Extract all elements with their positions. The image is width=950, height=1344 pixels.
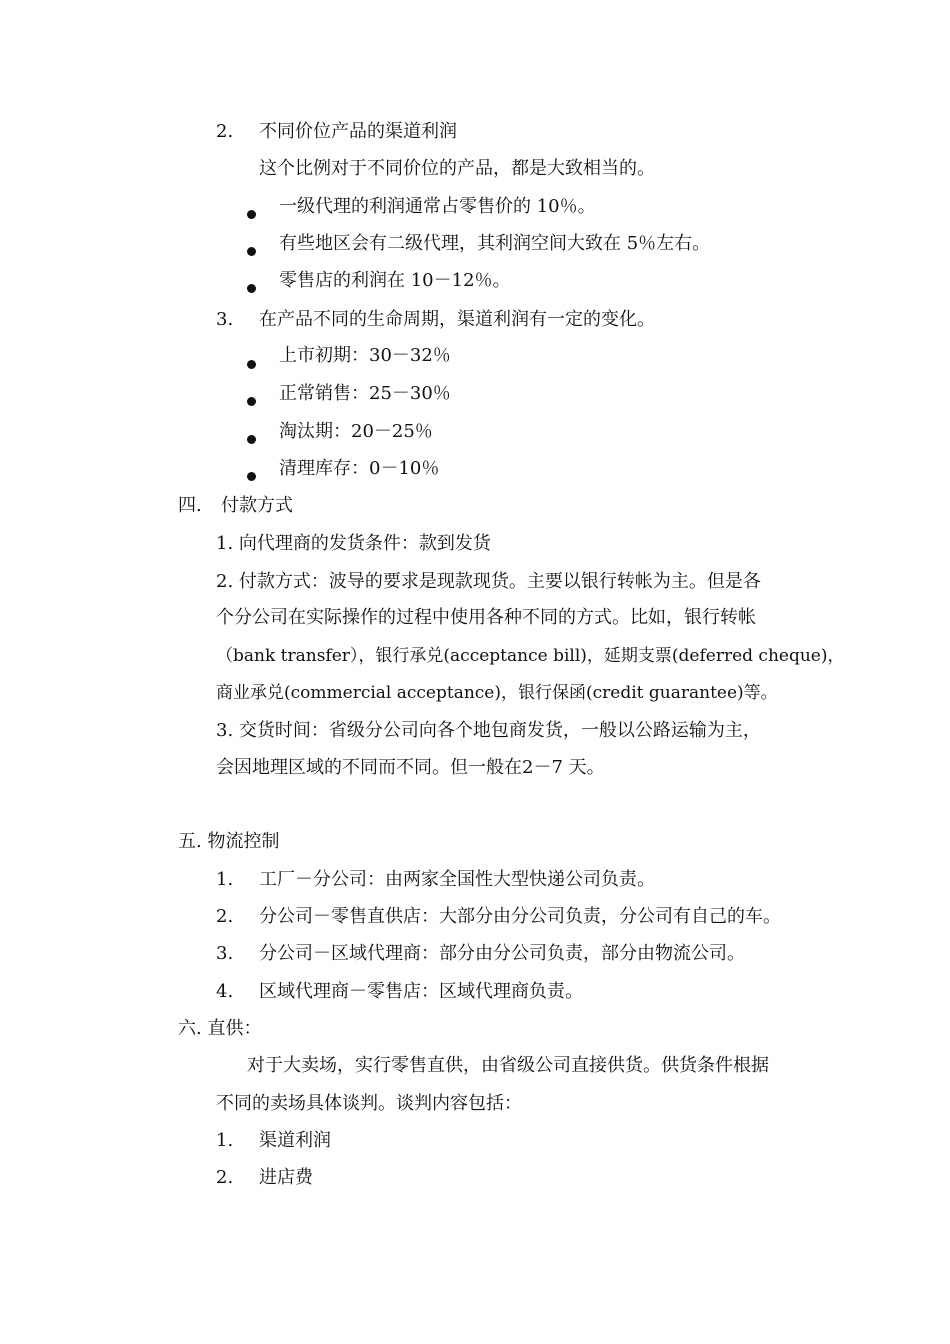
paragraph-line: 1. 向代理商的发货条件：款到发货	[216, 533, 491, 554]
item-text: 区域代理商－零售店：区域代理商负责。	[259, 981, 583, 1002]
item-number: 2.	[216, 1167, 234, 1188]
section-heading: 六. 直供：	[178, 1018, 262, 1039]
item-text: 渠道利润	[259, 1130, 331, 1151]
item-text: 工厂－分公司：由两家全国性大型快递公司负责。	[259, 869, 655, 890]
item-number: 4.	[216, 981, 234, 1002]
bullet-text: 上市初期：30－32％	[279, 345, 451, 366]
paragraph-line: 对于大卖场，实行零售直供，由省级公司直接供货。供货条件根据	[247, 1055, 769, 1076]
bullet-icon	[247, 472, 256, 481]
item-text: 分公司－区域代理商：部分由分公司负责，部分由物流公司。	[259, 943, 745, 964]
paragraph-line: 2. 付款方式：波导的要求是现款现货。主要以银行转帐为主。但是各	[216, 571, 761, 592]
paragraph-line: 个分公司在实际操作的过程中使用各种不同的方式。比如，银行转帐	[216, 607, 756, 628]
bullet-text: 清理库存：0－10％	[279, 458, 440, 479]
item-text: 分公司－零售直供店：大部分由分公司负责，分公司有自己的车。	[259, 906, 781, 927]
paragraph-line: 商业承兑(commercial acceptance)，银行保函(credit guarantee)等。	[216, 683, 778, 703]
item-number: 1.	[216, 1130, 234, 1151]
item-number: 3.	[216, 943, 234, 964]
section-heading: 五. 物流控制	[178, 831, 280, 852]
item-text: 进店费	[259, 1167, 313, 1188]
bullet-icon	[247, 397, 256, 406]
item-number: 1.	[216, 869, 234, 890]
bullet-text: 淘汰期：20－25％	[279, 421, 433, 442]
paragraph-line: 3. 交货时间：省级分公司向各个地包商发货，一般以公路运输为主，	[216, 720, 761, 741]
paragraph-line: （bank transfer），银行承兑(acceptance bill)，延期支票(deferred cheque)，	[216, 646, 845, 666]
bullet-icon	[247, 435, 256, 444]
paragraph: 这个比例对于不同价位的产品，都是大致相当的。	[259, 158, 655, 179]
bullet-icon	[247, 210, 256, 219]
item-number: 2.	[216, 906, 234, 927]
paragraph-line: 会因地理区域的不同而不同。但一般在2－7 天。	[216, 757, 605, 778]
bullet-icon	[247, 247, 256, 256]
bullet-text: 一级代理的利润通常占零售价的 10％。	[279, 196, 596, 217]
item-title: 不同价位产品的渠道利润	[259, 121, 457, 142]
bullet-text: 有些地区会有二级代理，其利润空间大致在 5％左右。	[279, 233, 711, 254]
bullet-icon	[247, 284, 256, 293]
item-number: 2.	[216, 121, 234, 142]
section-heading: 付款方式	[221, 495, 293, 516]
item-title: 在产品不同的生命周期，渠道利润有一定的变化。	[259, 309, 655, 330]
item-number: 3.	[216, 309, 234, 330]
paragraph-line: 不同的卖场具体谈判。谈判内容包括：	[216, 1093, 522, 1114]
bullet-icon	[247, 360, 256, 369]
section-number: 四.	[178, 495, 202, 516]
bullet-text: 零售店的利润在 10－12％。	[279, 270, 511, 291]
bullet-text: 正常销售：25－30％	[279, 383, 451, 404]
